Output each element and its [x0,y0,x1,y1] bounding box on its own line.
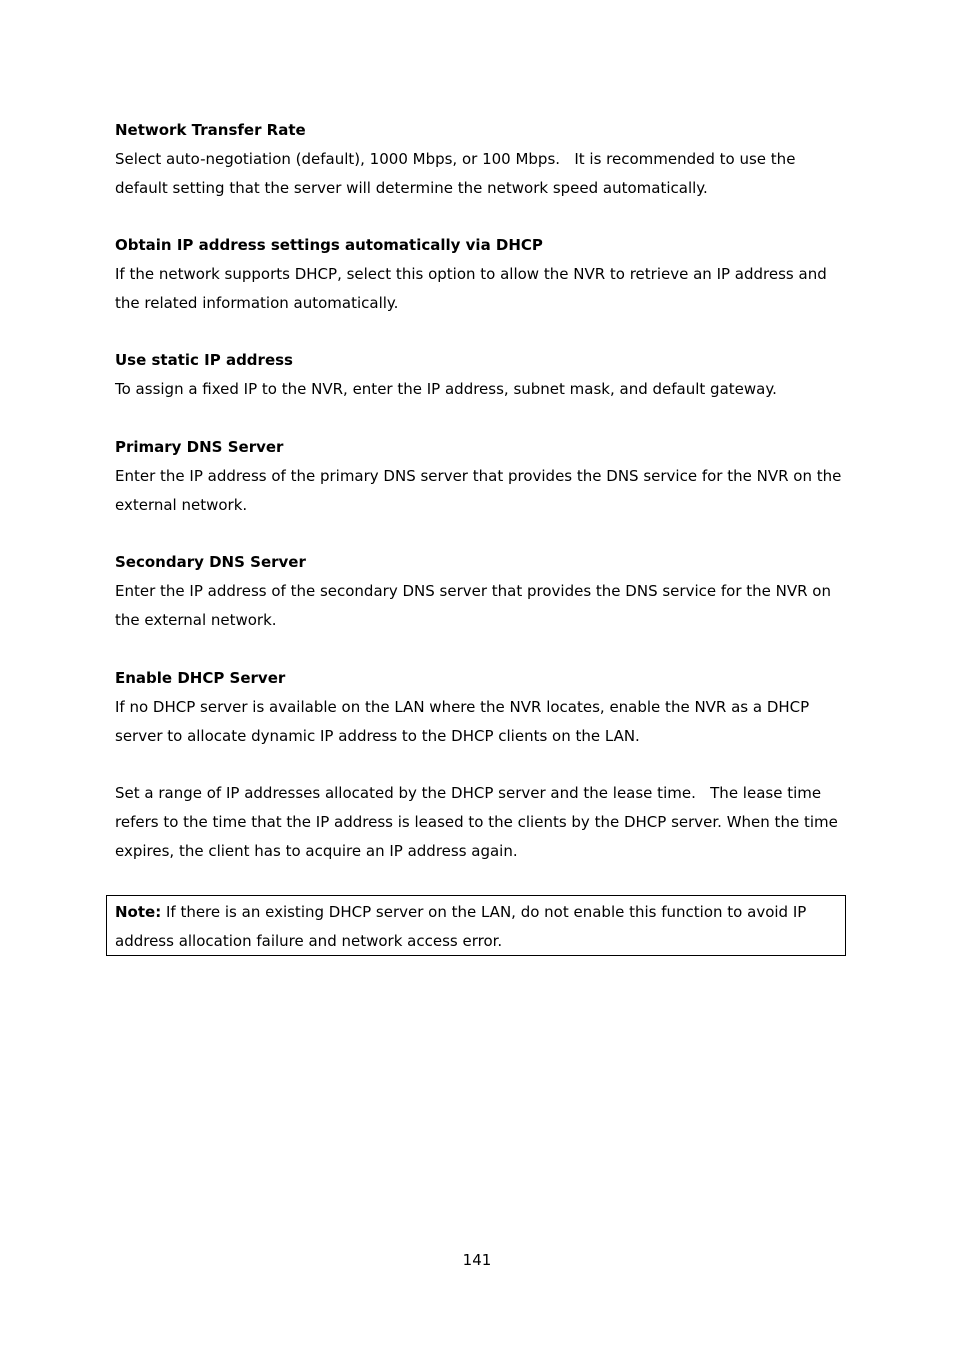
note-body: If there is an existing DHCP server on the LAN, do not enable this function to avoid IP address allocation failure and network access error. [115,903,812,950]
paragraph-dhcp-range: Set a range of IP addresses allocated by the DHCP server and the lease time. The lease time refers to the time that the IP address is leased to the clients by the DHCP server. When the time expires, the client has to acquire an IP address again. [115,784,843,860]
note-label: Note: [115,903,162,921]
heading-secondary-dns: Secondary DNS Server [115,553,306,571]
page-number: 141 [462,1251,492,1269]
paragraph-primary-dns: Enter the IP address of the primary DNS server that provides the DNS service for the NVR on the external network. [115,467,847,514]
paragraph-obtain-ip-dhcp: If the network supports DHCP, select this option to allow the NVR to retrieve an IP address and the related information automatically. [115,265,832,312]
paragraph-network-transfer-rate: Select auto-negotiation (default), 1000 Mbps, or 100 Mbps. It is recommended to use the default setting that the server will determine the network speed automatically. [115,150,801,197]
note-text [115,898,840,956]
heading-obtain-ip-dhcp: Obtain IP address settings automatically via DHCP [115,236,543,254]
note-box [106,895,846,956]
heading-static-ip: Use static IP address [115,351,293,369]
paragraph-static-ip: To assign a fixed IP to the NVR, enter the IP address, subnet mask, and default gateway. [115,380,777,398]
heading-enable-dhcp-server: Enable DHCP Server [115,669,286,687]
heading-network-transfer-rate: Network Transfer Rate [115,121,306,139]
paragraph-secondary-dns: Enter the IP address of the secondary DNS server that provides the DNS service for the NVR on the external network. [115,582,836,629]
paragraph-enable-dhcp-server: If no DHCP server is available on the LAN where the NVR locates, enable the NVR as a DHCP server to allocate dynamic IP address to the DHCP clients on the LAN. [115,698,814,745]
heading-primary-dns: Primary DNS Server [115,438,284,456]
